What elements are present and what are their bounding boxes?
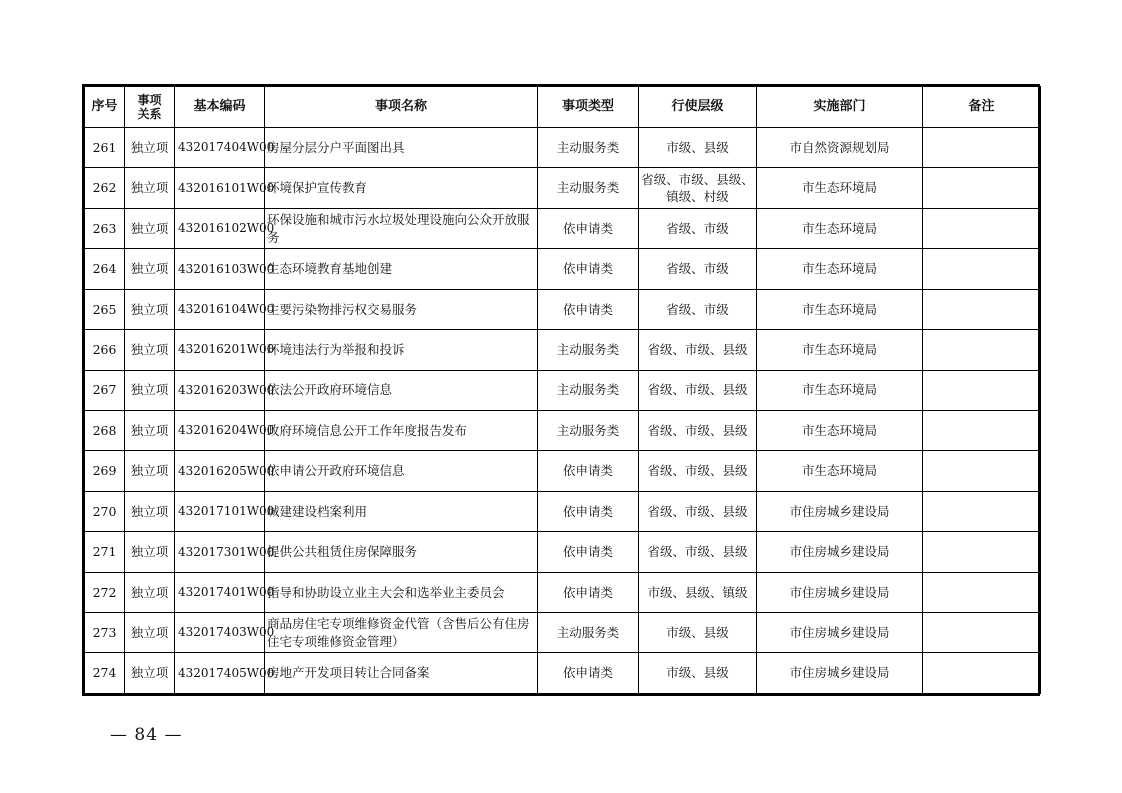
cell-relation: 独立项 — [125, 330, 175, 370]
cell-relation: 独立项 — [125, 572, 175, 612]
cell-name: 指导和协助设立业主大会和选举业主委员会 — [265, 572, 538, 612]
cell-dept: 市自然资源规划局 — [757, 128, 923, 168]
cell-relation: 独立项 — [125, 532, 175, 572]
cell-index: 262 — [85, 168, 125, 208]
cell-note — [923, 532, 1041, 572]
cell-type: 依申请类 — [538, 572, 639, 612]
cell-name: 环保设施和城市污水垃圾处理设施向公众开放服务 — [265, 208, 538, 248]
cell-type: 主动服务类 — [538, 410, 639, 450]
table-row — [85, 289, 1041, 329]
cell-index: 271 — [85, 532, 125, 572]
cell-relation: 独立项 — [125, 613, 175, 653]
cell-level: 省级、市级、县级 — [639, 330, 757, 370]
table-row — [85, 168, 1041, 208]
cell-code: 432016103W00 — [175, 249, 265, 289]
cell-level: 市级、县级、镇级 — [639, 572, 757, 612]
cell-type: 依申请类 — [538, 653, 639, 694]
header-level: 行使层级 — [639, 87, 757, 128]
cell-note — [923, 572, 1041, 612]
page-number: — 84 — — [110, 725, 183, 745]
cell-code: 432016101W00 — [175, 168, 265, 208]
cell-name: 提供公共租赁住房保障服务 — [265, 532, 538, 572]
cell-level: 市级、县级 — [639, 128, 757, 168]
cell-dept: 市生态环境局 — [757, 410, 923, 450]
cell-relation: 独立项 — [125, 491, 175, 531]
cell-level: 省级、市级 — [639, 289, 757, 329]
cell-index: 269 — [85, 451, 125, 491]
cell-dept: 市生态环境局 — [757, 168, 923, 208]
cell-note — [923, 451, 1041, 491]
table-row — [85, 491, 1041, 531]
cell-type: 主动服务类 — [538, 370, 639, 410]
table-body — [85, 128, 1041, 694]
cell-note — [923, 208, 1041, 248]
table-row — [85, 330, 1041, 370]
table-row — [85, 613, 1041, 653]
cell-level: 省级、市级、县级 — [639, 410, 757, 450]
cell-relation: 独立项 — [125, 249, 175, 289]
cell-dept: 市住房城乡建设局 — [757, 532, 923, 572]
cell-dept: 市住房城乡建设局 — [757, 653, 923, 694]
cell-note — [923, 168, 1041, 208]
table-row — [85, 208, 1041, 248]
table-row — [85, 653, 1041, 694]
cell-note — [923, 128, 1041, 168]
cell-name: 环境保护宣传教育 — [265, 168, 538, 208]
cell-type: 主动服务类 — [538, 168, 639, 208]
cell-relation: 独立项 — [125, 653, 175, 694]
header-note: 备注 — [923, 87, 1041, 128]
cell-dept: 市生态环境局 — [757, 289, 923, 329]
cell-code: 432017401W00 — [175, 572, 265, 612]
cell-level: 省级、市级、县级 — [639, 370, 757, 410]
cell-dept: 市生态环境局 — [757, 370, 923, 410]
cell-relation: 独立项 — [125, 370, 175, 410]
cell-code: 432016203W00 — [175, 370, 265, 410]
cell-code: 432016104W00 — [175, 289, 265, 329]
cell-level: 省级、市级、县级 — [639, 491, 757, 531]
cell-code: 432017301W00 — [175, 532, 265, 572]
cell-level: 省级、市级、县级 — [639, 451, 757, 491]
cell-note — [923, 370, 1041, 410]
cell-code: 432016201W00 — [175, 330, 265, 370]
cell-name: 依法公开政府环境信息 — [265, 370, 538, 410]
cell-type: 依申请类 — [538, 289, 639, 329]
cell-name: 主要污染物排污权交易服务 — [265, 289, 538, 329]
cell-dept: 市住房城乡建设局 — [757, 572, 923, 612]
header-code: 基本编码 — [175, 87, 265, 128]
cell-index: 267 — [85, 370, 125, 410]
cell-name: 房屋分层分户平面图出具 — [265, 128, 538, 168]
cell-type: 主动服务类 — [538, 128, 639, 168]
header-relation-text: 事项 关系 — [137, 92, 162, 121]
table-row — [85, 249, 1041, 289]
cell-index: 272 — [85, 572, 125, 612]
cell-note — [923, 249, 1041, 289]
cell-name: 城建建设档案利用 — [265, 491, 538, 531]
cell-level: 市级、县级 — [639, 653, 757, 694]
table-row — [85, 370, 1041, 410]
cell-dept: 市生态环境局 — [757, 451, 923, 491]
cell-level: 省级、市级 — [639, 249, 757, 289]
cell-index: 270 — [85, 491, 125, 531]
cell-name: 环境违法行为举报和投诉 — [265, 330, 538, 370]
header-name: 事项名称 — [265, 87, 538, 128]
cell-level: 省级、市级、县级、镇级、村级 — [639, 168, 757, 208]
cell-index: 263 — [85, 208, 125, 248]
cell-name: 房地产开发项目转让合同备案 — [265, 653, 538, 694]
cell-index: 265 — [85, 289, 125, 329]
table-row — [85, 410, 1041, 450]
header-row — [85, 87, 1041, 128]
service-items-table — [84, 86, 1041, 694]
table-row — [85, 532, 1041, 572]
table-row — [85, 128, 1041, 168]
cell-level: 省级、市级 — [639, 208, 757, 248]
cell-name: 商品房住宅专项维修资金代管（含售后公有住房住宅专项维修资金管理） — [265, 613, 538, 653]
cell-relation: 独立项 — [125, 451, 175, 491]
service-items-table-frame — [82, 84, 1040, 696]
cell-dept: 市生态环境局 — [757, 208, 923, 248]
cell-relation: 独立项 — [125, 410, 175, 450]
cell-index: 266 — [85, 330, 125, 370]
cell-dept: 市生态环境局 — [757, 249, 923, 289]
cell-dept: 市生态环境局 — [757, 330, 923, 370]
cell-level: 省级、市级、县级 — [639, 532, 757, 572]
cell-index: 274 — [85, 653, 125, 694]
cell-type: 主动服务类 — [538, 330, 639, 370]
cell-index: 273 — [85, 613, 125, 653]
cell-name: 依申请公开政府环境信息 — [265, 451, 538, 491]
cell-code: 432017403W00 — [175, 613, 265, 653]
cell-code: 432017404W00 — [175, 128, 265, 168]
cell-type: 依申请类 — [538, 249, 639, 289]
cell-code: 432017101W00 — [175, 491, 265, 531]
table-row — [85, 572, 1041, 612]
table-header — [85, 87, 1041, 128]
cell-type: 依申请类 — [538, 532, 639, 572]
cell-type: 依申请类 — [538, 491, 639, 531]
cell-note — [923, 653, 1041, 694]
cell-name: 生态环境教育基地创建 — [265, 249, 538, 289]
cell-note — [923, 330, 1041, 370]
header-type: 事项类型 — [538, 87, 639, 128]
cell-code: 432016204W00 — [175, 410, 265, 450]
cell-note — [923, 289, 1041, 329]
cell-type: 主动服务类 — [538, 613, 639, 653]
cell-name: 政府环境信息公开工作年度报告发布 — [265, 410, 538, 450]
cell-type: 依申请类 — [538, 208, 639, 248]
table-row — [85, 451, 1041, 491]
header-relation — [125, 87, 175, 128]
cell-relation: 独立项 — [125, 208, 175, 248]
cell-dept: 市住房城乡建设局 — [757, 613, 923, 653]
cell-dept: 市住房城乡建设局 — [757, 491, 923, 531]
cell-code: 432016102W00 — [175, 208, 265, 248]
cell-index: 264 — [85, 249, 125, 289]
cell-relation: 独立项 — [125, 289, 175, 329]
header-dept: 实施部门 — [757, 87, 923, 128]
cell-relation: 独立项 — [125, 128, 175, 168]
cell-relation: 独立项 — [125, 168, 175, 208]
cell-index: 268 — [85, 410, 125, 450]
header-index: 序号 — [85, 87, 125, 128]
cell-type: 依申请类 — [538, 451, 639, 491]
cell-code: 432016205W00 — [175, 451, 265, 491]
cell-level: 市级、县级 — [639, 613, 757, 653]
cell-note — [923, 613, 1041, 653]
cell-note — [923, 491, 1041, 531]
cell-note — [923, 410, 1041, 450]
cell-index: 261 — [85, 128, 125, 168]
cell-code: 432017405W00 — [175, 653, 265, 694]
